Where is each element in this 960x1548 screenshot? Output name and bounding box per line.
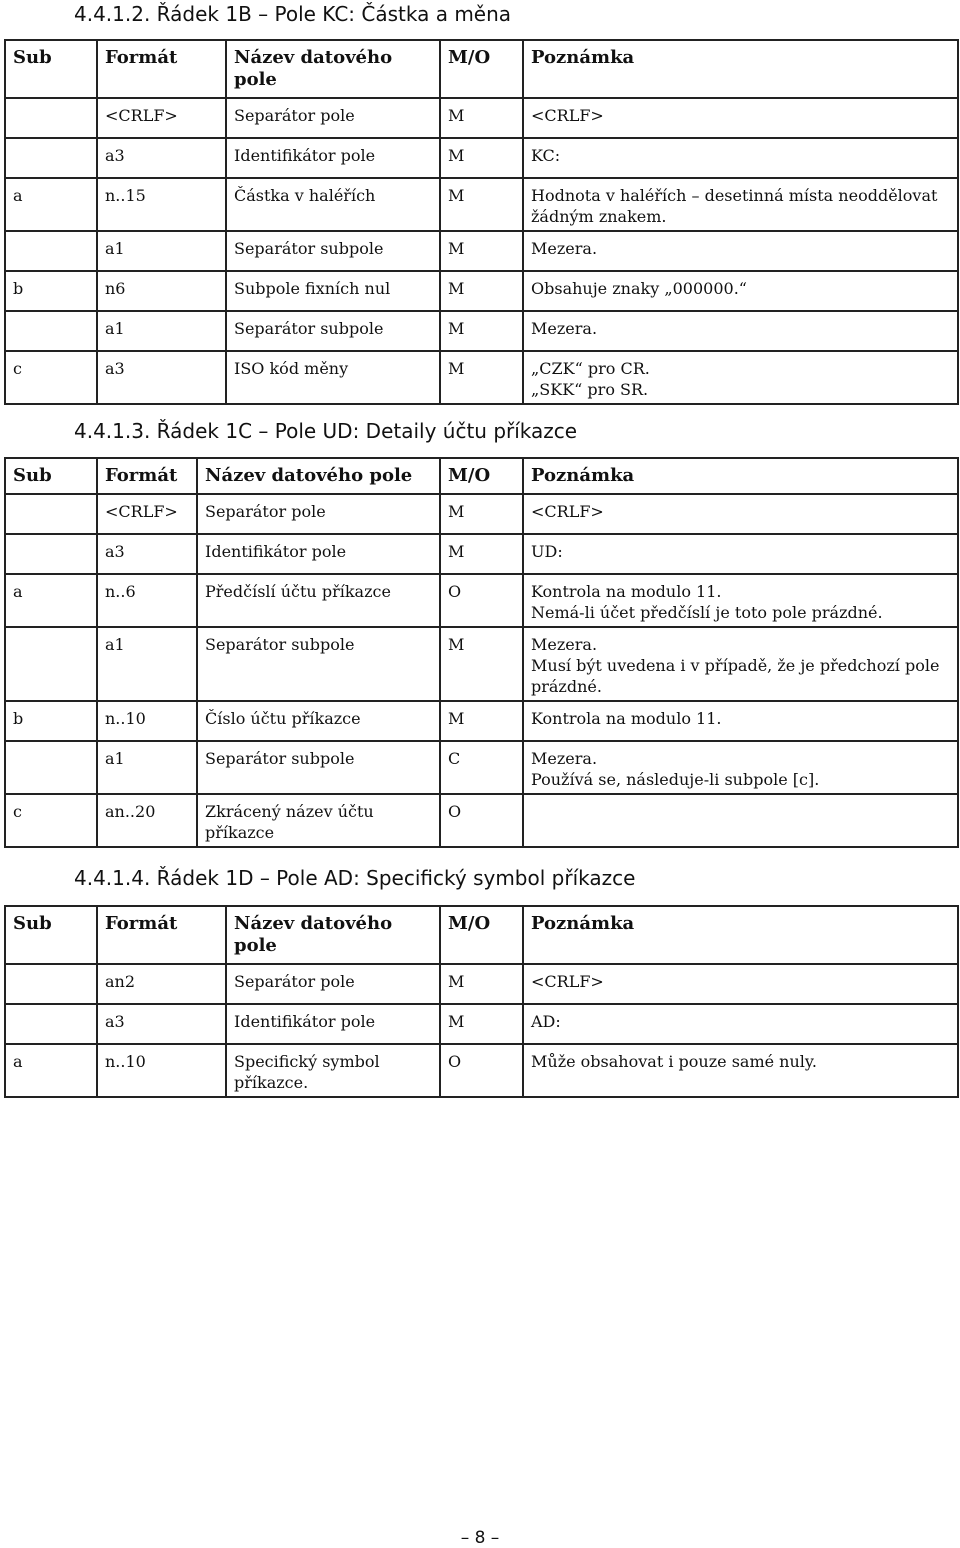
cell-mo: O: [440, 1044, 523, 1097]
cell-sub: [5, 741, 97, 794]
note-line: Může obsahovat i pouze samé nuly.: [531, 1052, 817, 1071]
cell-mo: M: [440, 494, 523, 534]
cell-mo: C: [440, 741, 523, 794]
note-line: „SKK“ pro SR.: [531, 380, 649, 399]
column-header-format: Formát: [97, 458, 197, 494]
table-row: [5, 741, 958, 794]
column-header-sub: Sub: [5, 906, 97, 964]
field-table: [4, 905, 959, 1098]
cell-sub: [5, 964, 97, 1004]
cell-format: n..6: [97, 574, 197, 627]
cell-note: [523, 534, 958, 574]
note-line: AD:: [531, 1012, 561, 1031]
column-header-name: Název datového pole: [226, 40, 440, 98]
cell-mo: M: [440, 701, 523, 741]
cell-name: Číslo účtu příkazce: [197, 701, 440, 741]
field-table: [4, 39, 959, 405]
note-line: Obsahuje znaky „000000.“: [531, 279, 747, 298]
column-header-format: Formát: [97, 40, 226, 98]
cell-note: [523, 701, 958, 741]
cell-mo: M: [440, 1004, 523, 1044]
table-row: [5, 351, 958, 404]
column-header-name: Název datového pole: [197, 458, 440, 494]
cell-sub: a: [5, 574, 97, 627]
table-header-row: [5, 458, 958, 494]
cell-note: [523, 311, 958, 351]
cell-format: a3: [97, 1004, 226, 1044]
note-line: Používá se, následuje-li subpole [c].: [531, 770, 820, 789]
note-line: <CRLF>: [531, 972, 604, 991]
cell-mo: M: [440, 351, 523, 404]
cell-format: a3: [97, 351, 226, 404]
cell-format: n..10: [97, 1044, 226, 1097]
cell-note: [523, 1044, 958, 1097]
cell-mo: M: [440, 138, 523, 178]
column-header-sub: Sub: [5, 458, 97, 494]
cell-name: Separátor pole: [197, 494, 440, 534]
cell-name: Identifikátor pole: [226, 138, 440, 178]
cell-name: Zkrácený název účtu příkazce: [197, 794, 440, 847]
cell-format: <CRLF>: [97, 98, 226, 138]
cell-mo: M: [440, 271, 523, 311]
note-line: Kontrola na modulo 11.: [531, 709, 722, 728]
cell-format: a3: [97, 534, 197, 574]
cell-name: Separátor subpole: [197, 741, 440, 794]
cell-sub: [5, 311, 97, 351]
cell-note: [523, 574, 958, 627]
cell-format: a3: [97, 138, 226, 178]
cell-mo: M: [440, 311, 523, 351]
column-header-name: Název datového pole: [226, 906, 440, 964]
cell-format: an..20: [97, 794, 197, 847]
cell-sub: b: [5, 271, 97, 311]
cell-name: ISO kód měny: [226, 351, 440, 404]
section-heading: 4.4.1.4. Řádek 1D – Pole AD: Specifický symbol příkazce: [74, 866, 636, 890]
cell-mo: M: [440, 98, 523, 138]
cell-format: n6: [97, 271, 226, 311]
cell-mo: M: [440, 534, 523, 574]
section-heading: 4.4.1.3. Řádek 1C – Pole UD: Detaily účtu příkazce: [74, 419, 578, 443]
table-row: [5, 494, 958, 534]
cell-name: Separátor subpole: [226, 231, 440, 271]
cell-name: Specifický symbol příkazce.: [226, 1044, 440, 1097]
table-row: [5, 574, 958, 627]
cell-note: [523, 494, 958, 534]
cell-mo: M: [440, 964, 523, 1004]
cell-format: <CRLF>: [97, 494, 197, 534]
cell-mo: O: [440, 574, 523, 627]
cell-sub: [5, 1004, 97, 1044]
note-line: Nemá-li účet předčíslí je toto pole prázdné.: [531, 603, 883, 622]
cell-note: [523, 271, 958, 311]
note-line: <CRLF>: [531, 106, 604, 125]
table-row: [5, 1044, 958, 1097]
cell-format: a1: [97, 741, 197, 794]
cell-format: a1: [97, 311, 226, 351]
page-number: – 8 –: [460, 1528, 500, 1548]
table-row: [5, 98, 958, 138]
cell-mo: O: [440, 794, 523, 847]
table-row: [5, 627, 958, 701]
section-heading: 4.4.1.2. Řádek 1B – Pole KC: Částka a měna: [74, 2, 512, 26]
cell-mo: M: [440, 627, 523, 701]
column-header-note: Poznámka: [523, 458, 958, 494]
table-header-row: [5, 906, 958, 964]
table-row: [5, 231, 958, 271]
table-row: [5, 701, 958, 741]
note-line: Mezera.: [531, 635, 598, 654]
column-header-mo: M/O: [440, 458, 523, 494]
cell-name: Subpole fixních nul: [226, 271, 440, 311]
cell-name: Separátor pole: [226, 964, 440, 1004]
cell-note: [523, 794, 958, 847]
cell-format: a1: [97, 627, 197, 701]
cell-note: [523, 98, 958, 138]
column-header-mo: M/O: [440, 40, 523, 98]
cell-format: an2: [97, 964, 226, 1004]
table-row: [5, 271, 958, 311]
cell-sub: a: [5, 178, 97, 231]
cell-note: [523, 964, 958, 1004]
cell-note: [523, 351, 958, 404]
cell-sub: c: [5, 794, 97, 847]
table-header-row: [5, 40, 958, 98]
cell-note: [523, 1004, 958, 1044]
note-line: <CRLF>: [531, 502, 604, 521]
cell-sub: [5, 98, 97, 138]
cell-sub: [5, 231, 97, 271]
cell-mo: M: [440, 231, 523, 271]
column-header-sub: Sub: [5, 40, 97, 98]
note-line: UD:: [531, 542, 563, 561]
cell-sub: a: [5, 1044, 97, 1097]
note-line: Musí být uvedena i v případě, že je předchozí pole prázdné.: [531, 656, 940, 696]
table-row: [5, 1004, 958, 1044]
cell-note: [523, 627, 958, 701]
cell-name: Identifikátor pole: [197, 534, 440, 574]
cell-format: n..10: [97, 701, 197, 741]
cell-name: Separátor pole: [226, 98, 440, 138]
table-row: [5, 534, 958, 574]
cell-sub: [5, 138, 97, 178]
cell-sub: [5, 494, 97, 534]
note-line: Kontrola na modulo 11.: [531, 582, 722, 601]
column-header-note: Poznámka: [523, 40, 958, 98]
cell-note: [523, 138, 958, 178]
cell-sub: [5, 534, 97, 574]
note-line: Mezera.: [531, 239, 598, 258]
column-header-format: Formát: [97, 906, 226, 964]
column-header-mo: M/O: [440, 906, 523, 964]
cell-name: Separátor subpole: [226, 311, 440, 351]
cell-name: Separátor subpole: [197, 627, 440, 701]
note-line: Mezera.: [531, 749, 598, 768]
cell-format: n..15: [97, 178, 226, 231]
cell-name: Předčíslí účtu příkazce: [197, 574, 440, 627]
field-table: [4, 457, 959, 848]
table-row: [5, 138, 958, 178]
note-line: Mezera.: [531, 319, 598, 338]
table-row: [5, 178, 958, 231]
table-row: [5, 311, 958, 351]
cell-sub: c: [5, 351, 97, 404]
table-row: [5, 964, 958, 1004]
cell-name: Identifikátor pole: [226, 1004, 440, 1044]
table-row: [5, 794, 958, 847]
note-line: KC:: [531, 146, 561, 165]
column-header-note: Poznámka: [523, 906, 958, 964]
cell-sub: [5, 627, 97, 701]
cell-note: [523, 178, 958, 231]
note-line: „CZK“ pro CR.: [531, 359, 650, 378]
cell-name: Částka v haléřích: [226, 178, 440, 231]
cell-note: [523, 231, 958, 271]
cell-mo: M: [440, 178, 523, 231]
cell-sub: b: [5, 701, 97, 741]
cell-format: a1: [97, 231, 226, 271]
cell-note: [523, 741, 958, 794]
note-line: Hodnota v haléřích – desetinná místa neoddělovat žádným znakem.: [531, 186, 938, 226]
